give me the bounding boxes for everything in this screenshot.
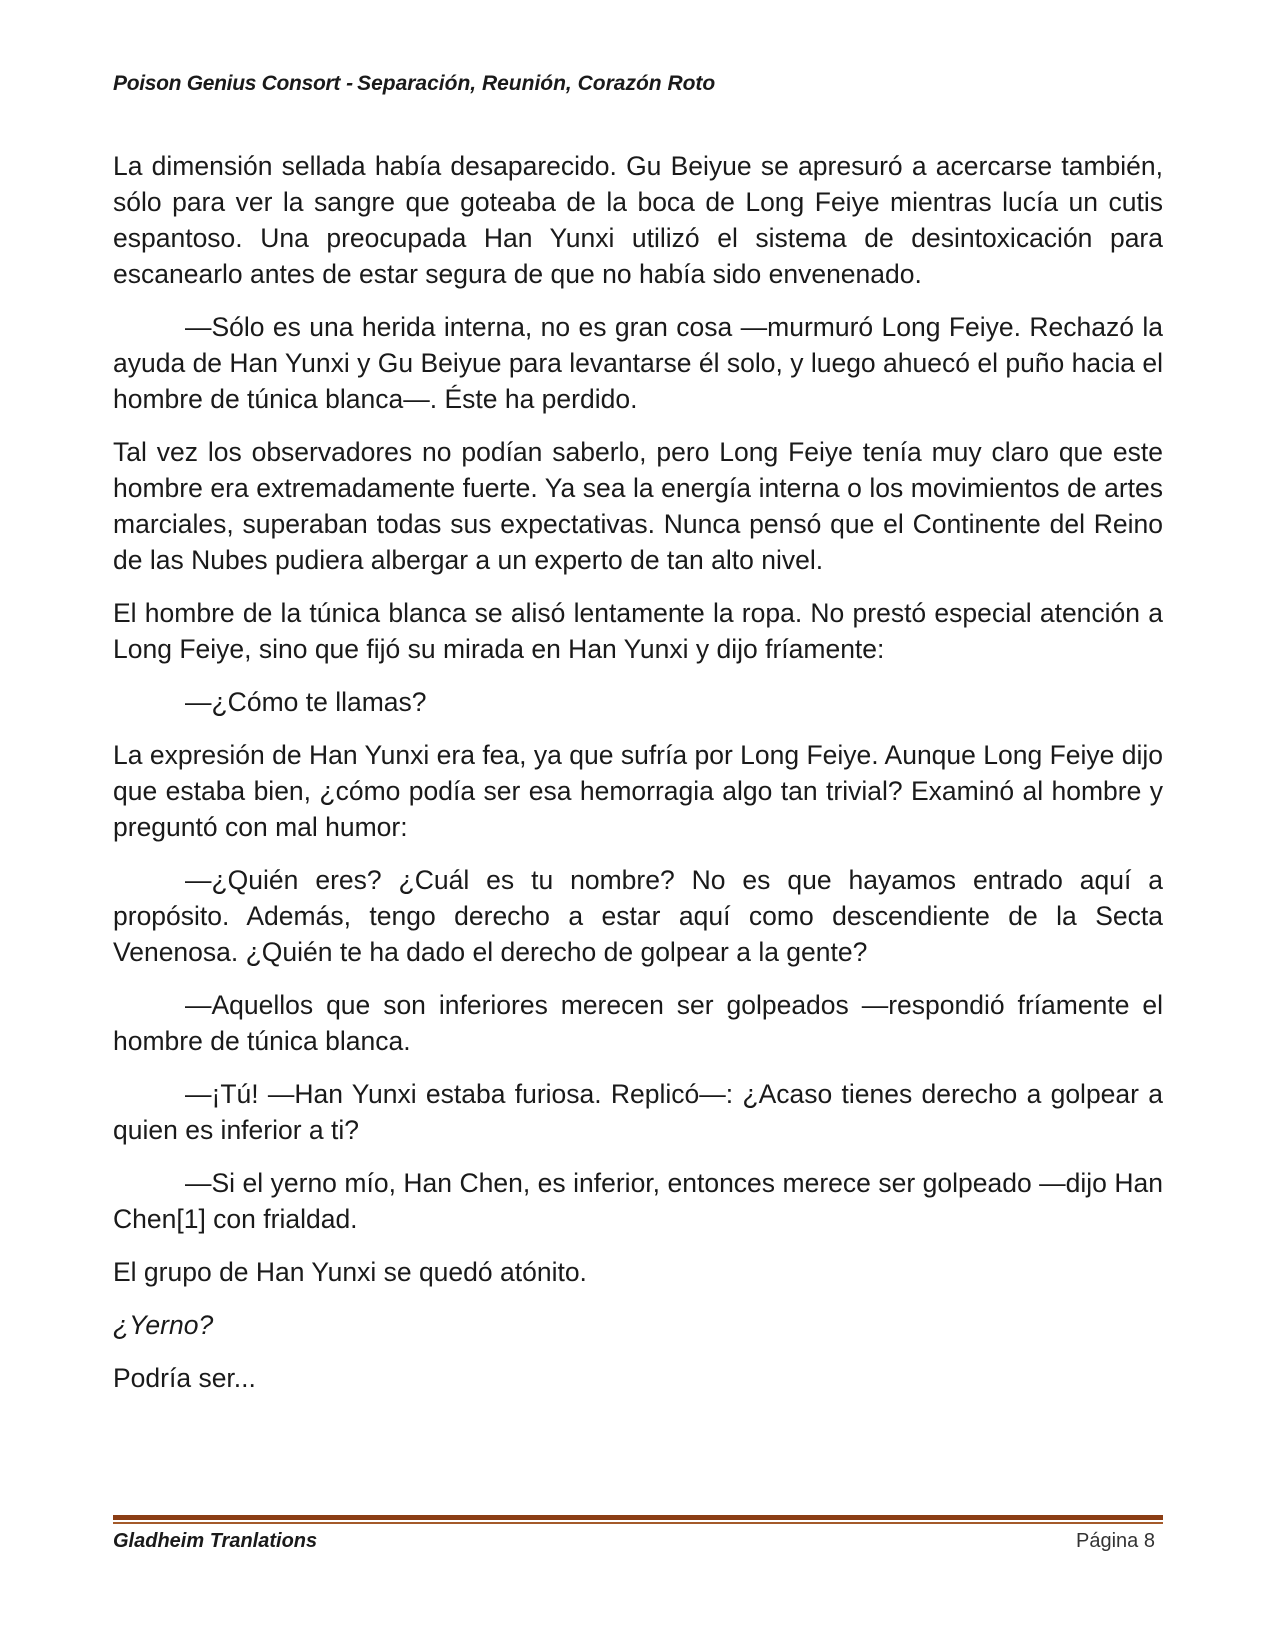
paragraph: Tal vez los observadores no podían saberlo, pero Long Feiye tenía muy claro que este hombre era extremadamente fuerte. Ya sea la energía interna o los movimientos de artes marciales, superaban todas sus expectativas. Nunca pensó que el Continente del Reino de las Nubes pudiera albergar a un experto de tan alto nivel.	[113, 437, 1163, 575]
paragraph: El grupo de Han Yunxi se quedó atónito.	[113, 1257, 587, 1287]
paragraph: Podría ser...	[113, 1363, 256, 1393]
footer-divider	[113, 1515, 1163, 1520]
page-body	[113, 148, 1163, 1413]
paragraph: —¡Tú! —Han Yunxi estaba furiosa. Replicó—: ¿Acaso tienes derecho a golpear a quien es inferior a ti?	[113, 1079, 1163, 1145]
paragraph: El hombre de la túnica blanca se alisó lentamente la ropa. No prestó especial atención a Long Feiye, sino que fijó su mirada en Han Yunxi y dijo fríamente:	[113, 598, 1163, 664]
page-number: Página 8	[1076, 1530, 1155, 1552]
header-separator: -	[346, 72, 354, 95]
footer-divider-thin	[113, 1522, 1163, 1524]
paragraph: —¿Cómo te llamas?	[185, 687, 427, 717]
paragraph: La dimensión sellada había desaparecido. Gu Beiyue se apresuró a acercarse también, sólo para ver la sangre que goteaba de la boca de Long Feiye mientras lucía un cutis espantoso. Una preocupada Han Yunxi utilizó el sistema de desintoxicación para escanearlo antes de estar segura de que no había sido envenenado.	[113, 151, 1163, 289]
footer-credit: Gladheim Tranlations	[113, 1530, 318, 1552]
paragraph: —Sólo es una herida interna, no es gran cosa —murmuró Long Feiye. Rechazó la ayuda de Han Yunxi y Gu Beiyue para levantarse él solo, y luego ahuecó el puño hacia el hombre de túnica blanca—. Éste ha perdido.	[113, 312, 1163, 414]
paragraph: —Si el yerno mío, Han Chen, es inferior, entonces merece ser golpeado —dijo Han Chen[1] con frialdad.	[113, 1168, 1163, 1234]
series-title: Poison Genius Consort	[113, 72, 341, 95]
page-header	[113, 72, 715, 96]
paragraph: La expresión de Han Yunxi era fea, ya que sufría por Long Feiye. Aunque Long Feiye dijo que estaba bien, ¿cómo podía ser esa hemorragia algo tan trivial? Examinó al hombre y preguntó con mal humor:	[113, 740, 1163, 842]
paragraph: —Aquellos que son inferiores merecen ser golpeados —respondió fríamente el hombre de túnica blanca.	[113, 990, 1163, 1056]
paragraph: ¿Yerno?	[113, 1310, 214, 1340]
paragraph: —¿Quién eres? ¿Cuál es tu nombre? No es que hayamos entrado aquí a propósito. Además, tengo derecho a estar aquí como descendiente de la Secta Venenosa. ¿Quién te ha dado el derecho de golpear a la gente?	[113, 865, 1163, 967]
chapter-title: Separación, Reunión, Corazón Roto	[357, 72, 716, 95]
